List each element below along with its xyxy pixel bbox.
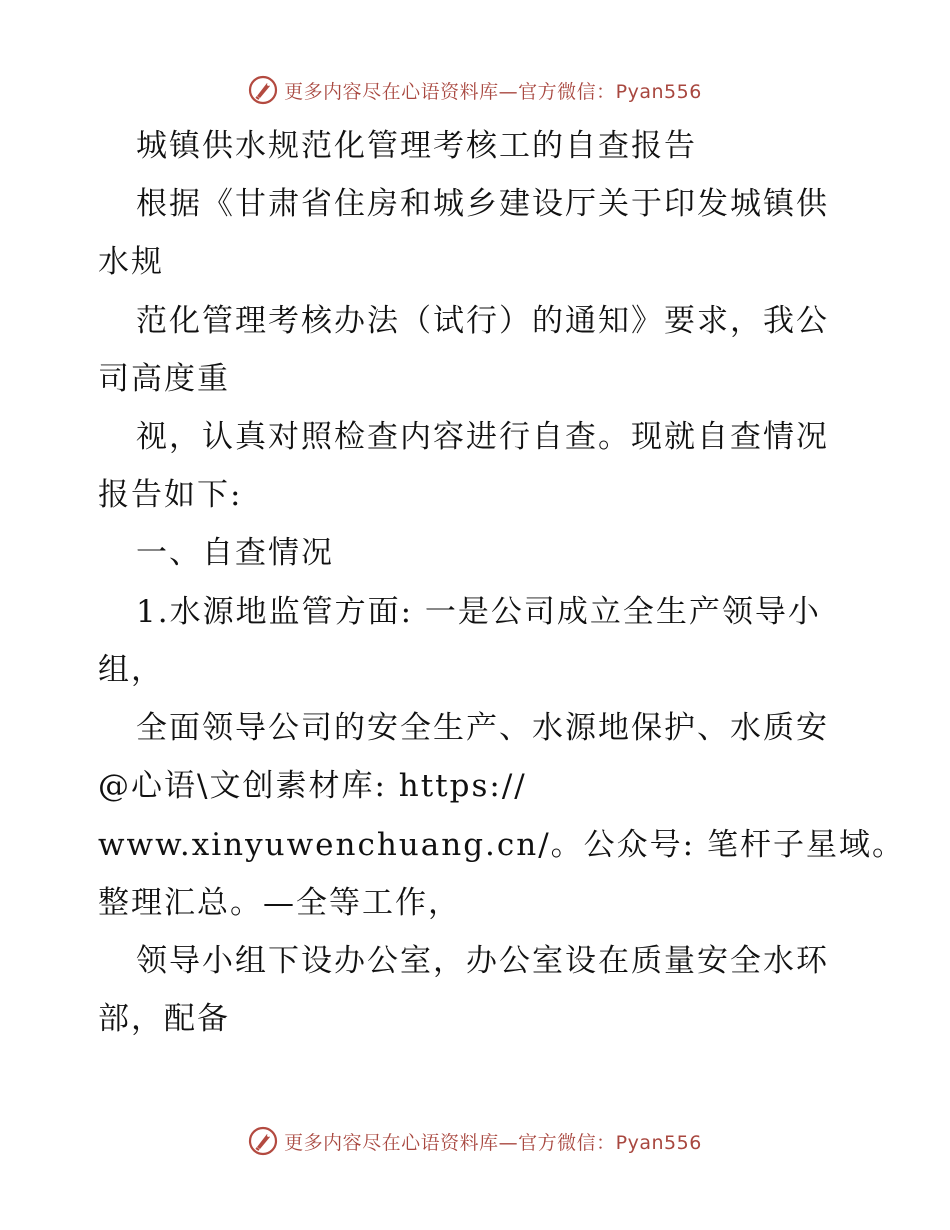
text-line: 全面领导公司的安全生产、水源地保护、水质安 (136, 710, 829, 746)
text-line: 范化管理考核办法（试行）的通知》要求，我公 (136, 303, 829, 339)
watermark-line: www.xinyuwenchuang.cn/。公众号: 笔杆子星域。 (98, 827, 905, 863)
footer-banner-text: 更多内容尽在心语资料库—官方微信：Pyan556 (284, 1131, 702, 1154)
pen-nib-logo-icon (248, 75, 278, 105)
text-line: 领导小组下设办公室，办公室设在质量安全水环 (136, 943, 829, 979)
text-line: 司高度重 (98, 361, 230, 397)
text-line: 报告如下: (98, 477, 243, 513)
text-line: 水规 (98, 244, 164, 280)
text-line: 视，认真对照检查内容进行自查。现就自查情况 (136, 419, 829, 455)
header-banner-text: 更多内容尽在心语资料库—官方微信：Pyan556 (284, 80, 702, 103)
text-line: 部，配备 (98, 1001, 230, 1037)
text-line: 1.水源地监管方面: 一是公司成立全生产领导小 (136, 594, 821, 630)
header-banner (0, 70, 950, 110)
text-line: 组， (98, 652, 164, 688)
text-line: 整理汇总。—全等工作， (98, 885, 461, 921)
document-title: 城镇供水规范化管理考核工的自查报告 (136, 128, 697, 164)
watermark-line: @心语\文创素材库: https:// (98, 768, 527, 804)
pen-nib-logo-icon (248, 1126, 278, 1156)
section-heading: 一、自查情况 (136, 535, 334, 571)
text-line: 根据《甘肃省住房和城乡建设厅关于印发城镇供 (136, 186, 829, 222)
footer-banner (0, 1121, 950, 1161)
